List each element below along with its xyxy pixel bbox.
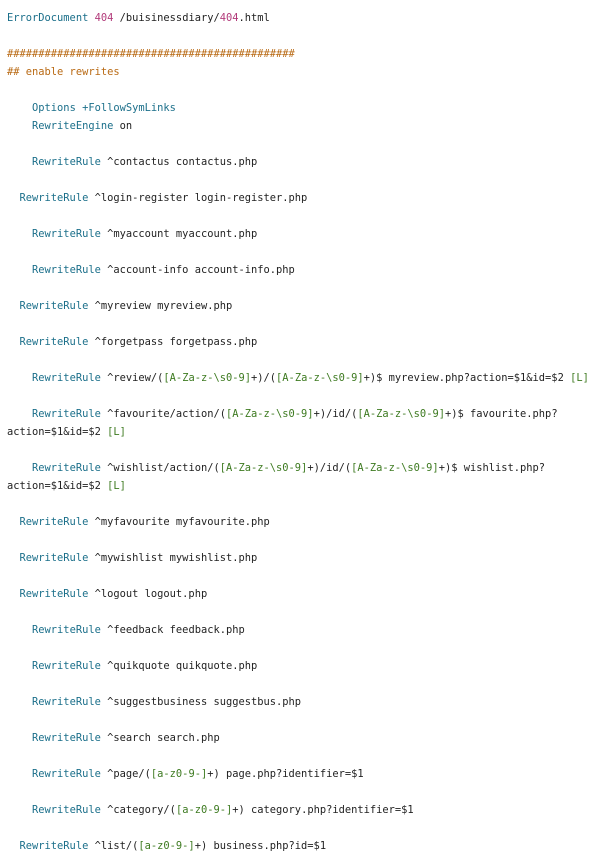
code-token: RewriteRule	[32, 660, 101, 672]
code-token: [A-Za-z-\s0-9]	[351, 462, 439, 474]
code-token: +)$ favourite.php?	[444, 408, 558, 420]
code-token: RewriteRule	[19, 192, 89, 204]
code-token: +)$ myreview.php?action=$1&id=$2	[363, 372, 571, 384]
code-token	[7, 624, 32, 636]
code-token: ^myfavourite myfavourite.php	[88, 516, 270, 528]
code-token: ^logout logout.php	[88, 588, 208, 600]
code-token: ^favourite/action/(	[100, 408, 226, 420]
code-token: on	[113, 120, 133, 132]
code-token: ^myaccount myaccount.php	[100, 228, 258, 240]
code-line	[7, 333, 595, 351]
code-token: ^myreview myreview.php	[88, 300, 233, 312]
code-line	[7, 765, 595, 783]
code-line	[7, 297, 595, 315]
code-token: ^search search.php	[100, 732, 220, 744]
code-line	[7, 639, 595, 657]
code-token	[7, 462, 32, 474]
code-line	[7, 693, 595, 711]
code-token: RewriteRule	[32, 732, 101, 744]
code-token: ^account-info account-info.php	[100, 264, 295, 276]
code-token: RewriteRule	[32, 408, 101, 420]
code-line	[7, 45, 595, 63]
code-line	[7, 657, 595, 675]
code-token: RewriteRule	[32, 156, 101, 168]
code-token: ^feedback feedback.php	[100, 624, 245, 636]
code-line	[7, 801, 595, 819]
code-token: RewriteRule	[32, 804, 101, 816]
code-token: [a-z0-9-]	[150, 768, 208, 780]
code-token: RewriteRule	[32, 264, 101, 276]
code-token: ## enable rewrites	[7, 66, 120, 78]
code-token: +)$ wishlist.php?	[438, 462, 546, 474]
code-token	[7, 768, 32, 780]
code-token	[7, 696, 32, 708]
code-token: RewriteRule	[32, 372, 101, 384]
code-token: RewriteEngine	[32, 120, 114, 132]
code-token: ^list/(	[88, 840, 139, 852]
code-token: RewriteRule	[32, 768, 101, 780]
code-line	[7, 99, 595, 117]
code-token: RewriteRule	[19, 336, 89, 348]
code-token: ^quikquote quikquote.php	[100, 660, 258, 672]
code-token: [A-Za-z-\s0-9]	[225, 408, 314, 420]
code-line	[7, 423, 595, 441]
code-token: +FollowSymLinks	[82, 102, 176, 114]
code-token	[7, 408, 32, 420]
code-line	[7, 711, 595, 729]
code-line	[7, 369, 595, 387]
code-line	[7, 441, 595, 459]
code-line	[7, 9, 595, 27]
code-line	[7, 315, 595, 333]
code-line	[7, 387, 595, 405]
htaccess-code-block	[7, 9, 595, 855]
code-line	[7, 63, 595, 81]
code-token	[7, 120, 32, 132]
code-token: ^category/(	[100, 804, 176, 816]
code-token: +)/id/(	[313, 408, 358, 420]
code-line	[7, 603, 595, 621]
code-line	[7, 513, 595, 531]
code-token: ^mywishlist mywishlist.php	[88, 552, 258, 564]
code-token	[7, 660, 32, 672]
code-token: +)/id/(	[307, 462, 352, 474]
code-token: /buisinessdiary/	[113, 12, 220, 24]
code-token: RewriteRule	[19, 840, 89, 852]
code-token	[7, 336, 20, 348]
code-token: [a-z0-9-]	[138, 840, 195, 852]
code-line	[7, 171, 595, 189]
code-line	[7, 567, 595, 585]
code-token: RewriteRule	[32, 624, 101, 636]
code-line	[7, 279, 595, 297]
code-token: [L]	[107, 480, 126, 492]
code-line	[7, 621, 595, 639]
code-token: +) business.php?id=$1	[194, 840, 327, 852]
code-token	[7, 588, 20, 600]
code-line	[7, 459, 595, 477]
code-token	[7, 102, 32, 114]
code-line	[7, 261, 595, 279]
code-token: .html	[238, 12, 270, 24]
code-token: action=$1&id=$2	[7, 426, 108, 438]
code-token: [a-z0-9-]	[175, 804, 233, 816]
code-line	[7, 531, 595, 549]
code-line	[7, 27, 595, 45]
code-token	[7, 552, 20, 564]
code-token	[7, 192, 20, 204]
code-line	[7, 477, 595, 495]
code-line	[7, 549, 595, 567]
code-token	[7, 264, 32, 276]
code-line	[7, 243, 595, 261]
code-token: 404	[219, 12, 239, 24]
code-token: RewriteRule	[19, 516, 89, 528]
code-line	[7, 189, 595, 207]
code-token: [A-Za-z-\s0-9]	[357, 408, 445, 420]
code-token: RewriteRule	[32, 696, 101, 708]
code-token: 404	[94, 12, 114, 24]
code-token: RewriteRule	[32, 228, 101, 240]
code-token: RewriteRule	[19, 552, 89, 564]
code-token: ^forgetpass forgetpass.php	[88, 336, 258, 348]
code-line	[7, 675, 595, 693]
code-token	[7, 516, 20, 528]
code-token: ^contactus contactus.php	[100, 156, 258, 168]
code-line	[7, 153, 595, 171]
code-line	[7, 135, 595, 153]
code-line	[7, 747, 595, 765]
code-token: RewriteRule	[19, 588, 89, 600]
code-line	[7, 207, 595, 225]
code-token: ##############################################	[7, 48, 295, 60]
code-token: +) page.php?identifier=$1	[207, 768, 364, 780]
code-token: RewriteRule	[32, 462, 101, 474]
code-line	[7, 81, 595, 99]
code-token: RewriteRule	[19, 300, 89, 312]
code-token: ^wishlist/action/(	[100, 462, 220, 474]
code-token: ^login-register login-register.php	[88, 192, 308, 204]
code-token	[7, 732, 32, 744]
code-token: ^suggestbusiness suggestbus.php	[100, 696, 302, 708]
code-line	[7, 837, 595, 855]
code-token: [A-Za-z-\s0-9]	[219, 462, 308, 474]
code-token	[7, 228, 32, 240]
code-token	[7, 840, 20, 852]
code-line	[7, 405, 595, 423]
code-line	[7, 117, 595, 135]
code-token: [L]	[107, 426, 126, 438]
code-token: +)/(	[251, 372, 277, 384]
code-token: [A-Za-z-\s0-9]	[163, 372, 252, 384]
code-token: +) category.php?identifier=$1	[232, 804, 414, 816]
code-token: ^page/(	[100, 768, 151, 780]
code-token	[7, 372, 32, 384]
code-line	[7, 495, 595, 513]
code-token: ^review/(	[100, 372, 164, 384]
code-line	[7, 351, 595, 369]
code-line	[7, 729, 595, 747]
code-token	[7, 804, 32, 816]
code-line	[7, 783, 595, 801]
code-line	[7, 585, 595, 603]
code-token: ErrorDocument	[7, 12, 89, 24]
code-line	[7, 225, 595, 243]
code-token	[7, 156, 32, 168]
code-token: [A-Za-z-\s0-9]	[276, 372, 364, 384]
code-token: action=$1&id=$2	[7, 480, 108, 492]
code-line	[7, 819, 595, 837]
code-token: Options	[32, 102, 76, 114]
code-token: [L]	[570, 372, 589, 384]
code-token	[7, 300, 20, 312]
